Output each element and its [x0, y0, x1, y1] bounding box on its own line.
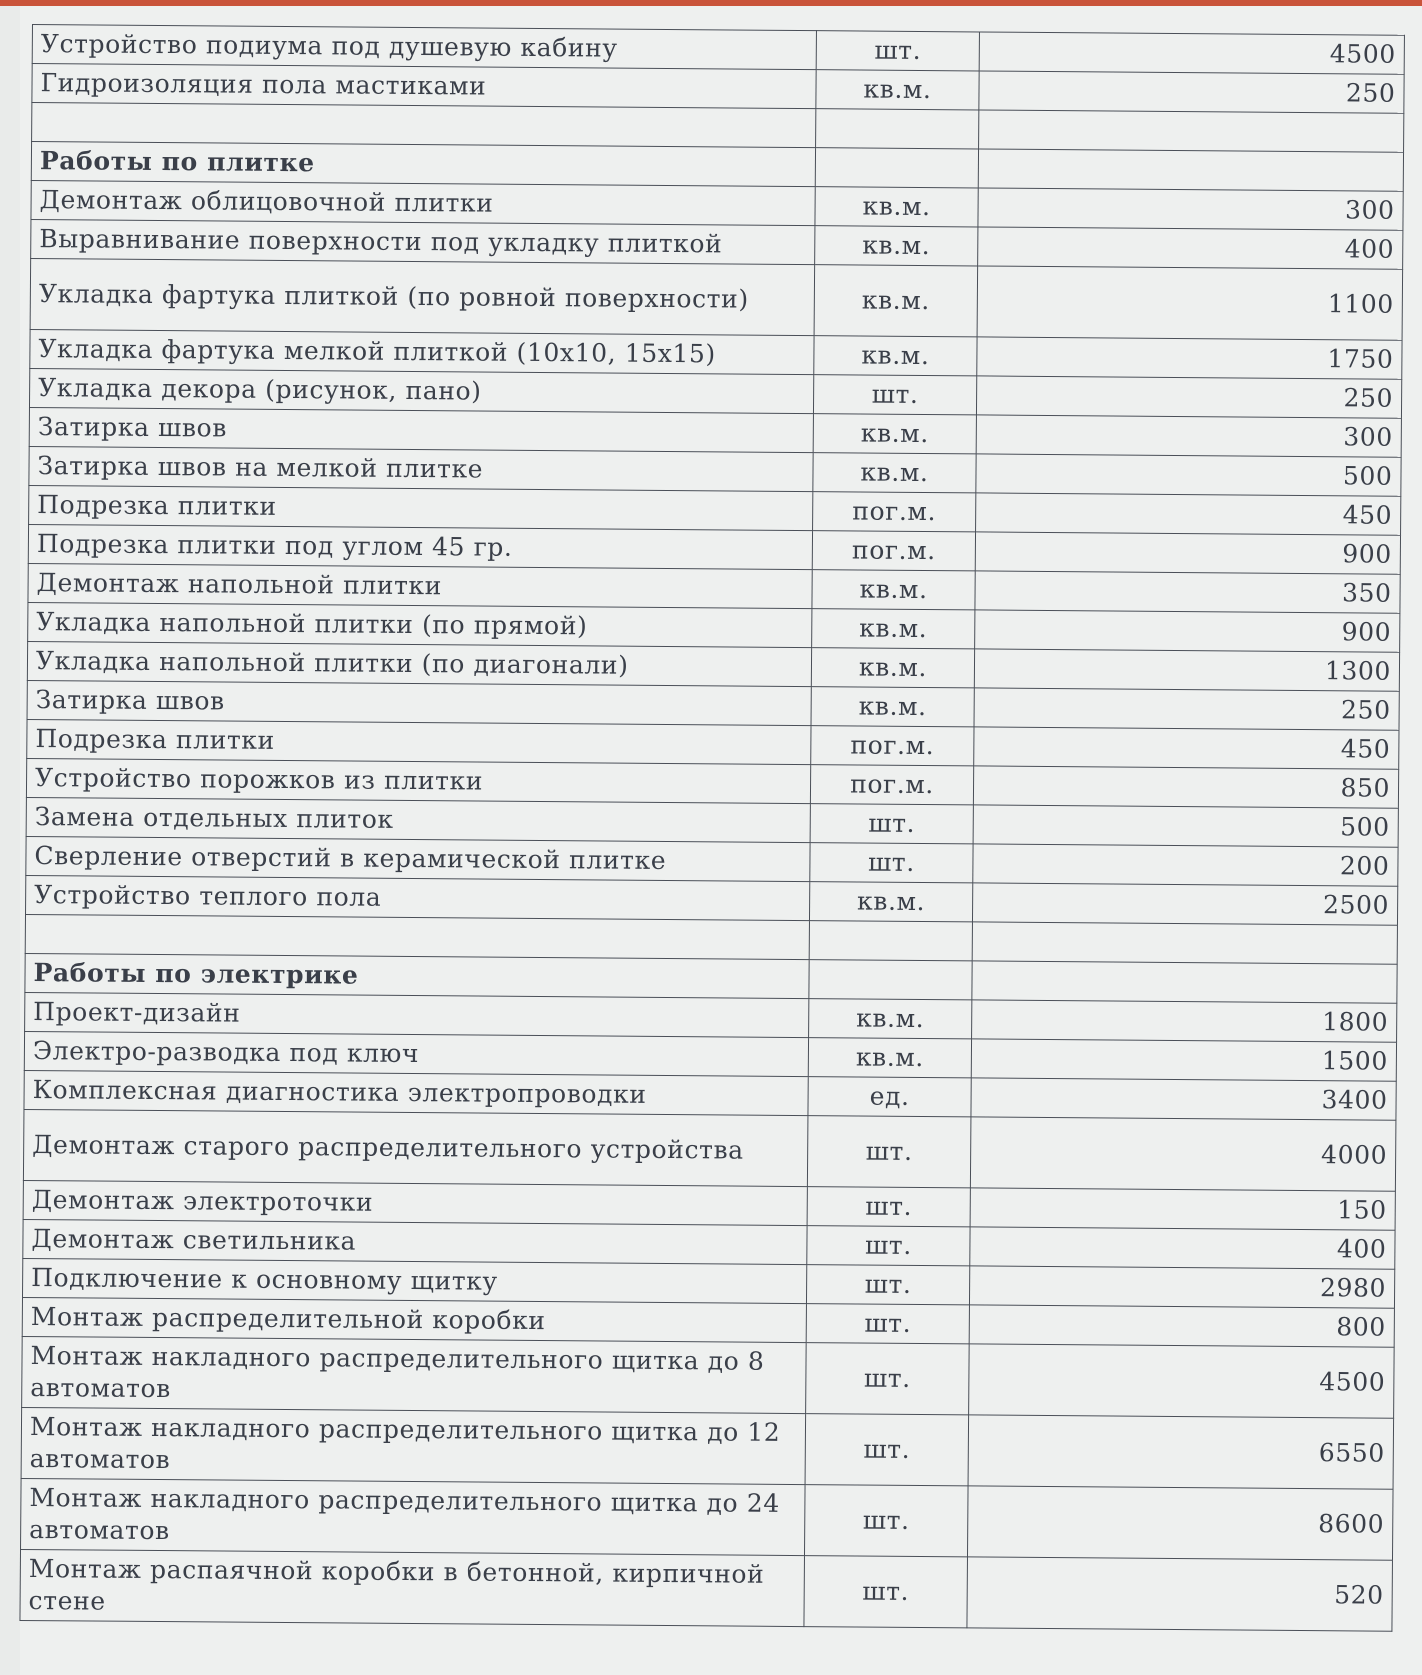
service-name-cell: Укладка фартука плиткой (по ровной поверхности)	[30, 258, 815, 335]
price-cell: 520	[967, 1557, 1393, 1631]
service-name-cell: Монтаж распределительной коробки	[22, 1297, 806, 1342]
unit-cell: пог.м.	[812, 531, 975, 571]
price-cell: 500	[973, 805, 1398, 847]
service-name-cell: Демонтаж электроточки	[23, 1180, 807, 1225]
unit-cell: кв.м.	[808, 1038, 971, 1078]
service-name-cell: Подрезка плитки	[29, 485, 813, 530]
service-name-cell: Монтаж распаячной коробки в бетонной, кирпичной стене	[20, 1549, 805, 1626]
price-cell: 4000	[970, 1117, 1396, 1191]
service-name-cell: Демонтаж напольной плитки	[28, 563, 812, 608]
table-row	[21, 1478, 1394, 1560]
service-name-cell: Монтаж накладного распределительного щитка до 12 автоматов	[21, 1407, 806, 1484]
unit-cell: ед.	[808, 1077, 971, 1117]
price-cell: 300	[976, 415, 1401, 457]
unit-cell: пог.м.	[813, 492, 976, 532]
price-cell: 800	[969, 1305, 1394, 1347]
price-cell: 300	[978, 188, 1403, 230]
price-cell: 250	[979, 71, 1404, 113]
unit-cell: кв.м.	[809, 999, 972, 1039]
price-cell: 250	[976, 376, 1401, 418]
price-cell: 6550	[968, 1415, 1394, 1489]
price-cell: 500	[976, 454, 1401, 496]
price-cell: 200	[973, 844, 1398, 886]
unit-cell: кв.м.	[813, 453, 976, 493]
service-name-cell: Затирка швов на мелкой плитке	[29, 446, 813, 491]
table-row	[22, 1336, 1395, 1418]
unit-cell: шт.	[806, 1304, 969, 1344]
service-name-cell: Подрезка плитки под углом 45 гр.	[28, 524, 812, 569]
service-name-cell: Электро-разводка под ключ	[24, 1031, 808, 1076]
unit-cell: шт.	[807, 1116, 971, 1188]
price-cell: 2500	[972, 883, 1397, 925]
service-name-cell: Выравнивание поверхности под укладку плиткой	[31, 219, 815, 264]
price-cell: 3400	[971, 1078, 1396, 1120]
empty-cell	[972, 961, 1397, 1003]
empty-cell	[809, 960, 972, 1000]
service-name-cell: Монтаж накладного распределительного щитка до 8 автоматов	[22, 1336, 807, 1413]
price-cell: 1500	[971, 1039, 1396, 1081]
unit-cell: кв.м.	[812, 609, 975, 649]
service-name-cell: Устройство подиума под душевую кабину	[32, 25, 816, 70]
price-cell: 400	[978, 227, 1403, 269]
unit-cell: пог.м.	[810, 765, 973, 805]
price-cell: 900	[975, 532, 1400, 574]
price-cell: 150	[970, 1188, 1395, 1230]
table-row	[21, 1407, 1394, 1489]
table-row	[23, 1109, 1396, 1191]
unit-cell: пог.м.	[811, 726, 974, 766]
service-name-cell: Укладка декора (рисунок, пано)	[29, 368, 813, 413]
service-name-cell: Демонтаж старого распределительного устройства	[23, 1109, 808, 1186]
service-name-cell: Устройство теплого пола	[26, 875, 810, 920]
service-name-cell: Подрезка плитки	[27, 719, 811, 764]
unit-cell: кв.м.	[813, 414, 976, 454]
unit-cell: кв.м.	[815, 187, 978, 227]
unit-cell: шт.	[807, 1226, 970, 1266]
empty-cell	[809, 921, 972, 961]
empty-cell	[979, 110, 1404, 152]
empty-cell	[815, 148, 978, 188]
unit-cell: кв.м.	[811, 687, 974, 727]
price-cell: 350	[975, 571, 1400, 613]
section-title: Работы по плитке	[31, 142, 815, 187]
empty-cell	[978, 149, 1403, 191]
price-cell: 850	[973, 766, 1398, 808]
price-cell: 4500	[979, 32, 1404, 74]
service-name-cell: Гидроизоляция пола мастиками	[32, 64, 816, 109]
price-table	[19, 24, 1405, 1632]
unit-cell: кв.м.	[814, 336, 977, 376]
service-name-cell: Замена отдельных плиток	[26, 797, 810, 842]
unit-cell: кв.м.	[816, 70, 979, 110]
unit-cell: шт.	[807, 1187, 970, 1227]
service-name-cell: Укладка напольной плитки (по диагонали)	[27, 641, 811, 686]
price-cell: 2980	[969, 1266, 1394, 1308]
unit-cell: кв.м.	[811, 648, 974, 688]
price-cell: 8600	[967, 1486, 1393, 1560]
price-cell: 450	[974, 727, 1399, 769]
price-cell: 250	[974, 688, 1399, 730]
service-name-cell: Устройство порожков из плитки	[26, 758, 810, 803]
unit-cell: шт.	[816, 31, 979, 71]
price-cell: 1300	[974, 649, 1399, 691]
unit-cell: шт.	[813, 375, 976, 415]
service-name-cell: Демонтаж облицовочной плитки	[31, 180, 815, 225]
unit-cell: шт.	[805, 1414, 969, 1486]
service-name-cell: Демонтаж светильника	[23, 1219, 807, 1264]
service-name-cell: Монтаж накладного распределительного щитка до 24 автоматов	[21, 1478, 806, 1555]
empty-cell	[816, 109, 979, 149]
price-cell: 4500	[969, 1344, 1395, 1418]
unit-cell: шт.	[804, 1485, 968, 1557]
service-name-cell: Комплексная диагностика электропроводки	[24, 1070, 808, 1115]
unit-cell: кв.м.	[812, 570, 975, 610]
unit-cell: шт.	[810, 843, 973, 883]
price-table-body	[20, 25, 1404, 1632]
price-cell: 900	[975, 610, 1400, 652]
unit-cell: шт.	[810, 804, 973, 844]
empty-cell	[25, 914, 809, 959]
section-title: Работы по электрике	[25, 953, 809, 998]
service-name-cell: Укладка напольной плитки (по прямой)	[28, 602, 812, 647]
unit-cell: кв.м.	[814, 265, 978, 337]
table-row	[20, 1549, 1393, 1631]
service-name-cell: Затирка швов	[29, 407, 813, 452]
service-name-cell: Затирка швов	[27, 680, 811, 725]
price-cell: 1100	[977, 266, 1403, 340]
empty-cell	[972, 922, 1397, 964]
unit-cell: шт.	[806, 1343, 970, 1415]
unit-cell: шт.	[806, 1265, 969, 1305]
price-cell: 1750	[977, 337, 1402, 379]
price-cell: 450	[976, 493, 1401, 535]
service-name-cell: Укладка фартука мелкой плиткой (10х10, 15х15)	[30, 329, 814, 374]
service-name-cell: Сверление отверстий в керамической плитке	[26, 836, 810, 881]
unit-cell: кв.м.	[809, 882, 972, 922]
empty-cell	[32, 103, 816, 148]
service-name-cell: Проект-дизайн	[25, 992, 809, 1037]
unit-cell: шт.	[804, 1556, 968, 1628]
price-cell: 400	[970, 1227, 1395, 1269]
unit-cell: кв.м.	[815, 226, 978, 266]
service-name-cell: Подключение к основному щитку	[22, 1258, 806, 1303]
table-row	[30, 258, 1403, 340]
price-cell: 1800	[972, 1000, 1397, 1042]
